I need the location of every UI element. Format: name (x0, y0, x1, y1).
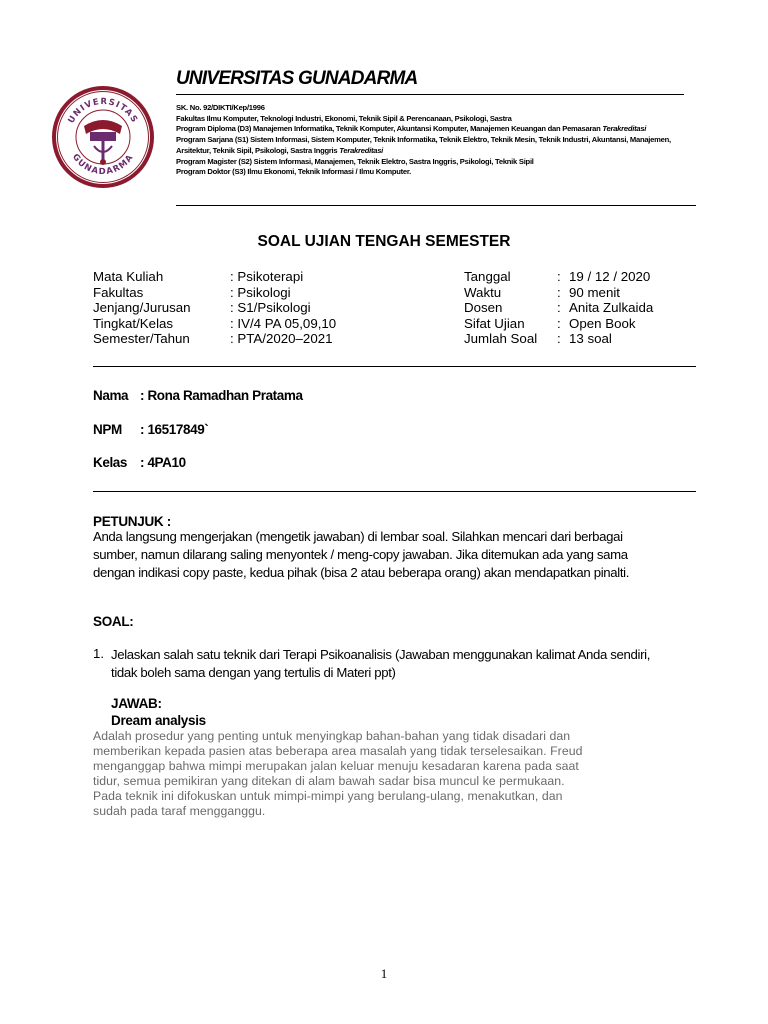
logo-emblem-icon (50, 84, 156, 190)
university-programs (176, 103, 696, 178)
npm-label: NPM (93, 422, 122, 437)
info-colon: : (557, 300, 561, 315)
question-text (111, 646, 650, 682)
info-value-row (557, 331, 653, 347)
info-label: Dosen (464, 300, 503, 315)
section-divider (93, 366, 696, 367)
page-number: 1 (380, 966, 388, 981)
info-value: : Psikologi (230, 284, 291, 300)
sk-number: SK. No. 92/DIKTI/Kep/1996 (176, 103, 265, 112)
section-divider (93, 491, 696, 492)
info-value-row (557, 269, 653, 285)
answer-line: sudah pada taraf mengganggu. (93, 804, 266, 819)
logo-text-top: UNIVERSITAS (66, 96, 140, 126)
info-label: Jenjang/Jurusan (93, 300, 191, 315)
question-line: Jelaskan salah satu teknik dari Terapi Psikoanalisis (Jawaban menggunakan kalimat Anda sendiri, (111, 647, 651, 662)
instructions-line: sumber, namun dilarang saling menyontek / meng-copy jawaban. Jika ditemukan ada yang sama (93, 547, 628, 562)
info-value-row (557, 285, 653, 301)
info-value: Open Book (569, 315, 636, 331)
class-value: : 4PA10 (140, 455, 186, 470)
class-label: Kelas (93, 455, 128, 470)
instructions-heading: PETUNJUK : (93, 514, 172, 529)
answer-line: menganggap bahwa mimpi merupakan jalan keluar menuju kesadaran karena pada saat (93, 759, 579, 774)
answer-title: Dream analysis (111, 713, 206, 728)
program-s1-accreditation: Terakreditasi (339, 145, 384, 155)
info-colon: : (557, 269, 561, 284)
header-divider-top (176, 94, 684, 95)
info-colon: : (557, 331, 561, 346)
answer-label: JAWAB: (111, 696, 162, 711)
answer-line: memberikan kepada pasien atas beberapa area masalah yang tidak terselesaikan. Freud (93, 744, 583, 759)
exam-title: SOAL UJIAN TENGAH SEMESTER (257, 233, 511, 250)
header-divider-bottom (176, 205, 696, 206)
info-value: : S1/Psikologi (230, 300, 311, 315)
student-class (93, 455, 186, 470)
info-right-labels (464, 269, 537, 347)
program-s2: Program Magister (S2) Sistem Informasi, Manajemen, Teknik Elektro, Sastra Inggris, Psikologi, Teknik Sipil (176, 156, 534, 166)
name-label: Nama (93, 388, 129, 403)
logo-text-bottom: GUNADARMA (69, 152, 137, 178)
info-left-labels (93, 269, 191, 347)
program-d3-text: Program Diploma (D3) Manajemen Informatika, Teknik Komputer, Akuntansi Komputer, Manajemen Keuangan dan Pemasaran (176, 124, 601, 134)
info-value: : PTA/2020–2021 (230, 331, 333, 346)
instructions-line: dengan indikasi copy paste, kedua pihak (bisa 2 atau beberapa orang) akan mendapatkan pinalti. (93, 565, 630, 580)
info-value: : IV/4 PA 05,09,10 (230, 315, 337, 331)
program-s1-continued (176, 146, 696, 157)
instructions-body (93, 528, 629, 582)
info-right-values (557, 269, 653, 347)
info-value: 90 menit (569, 284, 620, 300)
info-label: Jumlah Soal (464, 331, 538, 346)
program-d3-accreditation: Terakreditasi (602, 124, 647, 134)
info-label: Waktu (464, 284, 502, 300)
questions-heading: SOAL: (93, 614, 134, 629)
npm-value: : 16517849` (140, 422, 209, 437)
answer-line: Adalah prosedur yang penting untuk menyingkap bahan-bahan yang tidak disadari dan (93, 729, 571, 743)
info-value-row (557, 300, 653, 316)
info-label: Mata Kuliah (93, 269, 164, 284)
program-s1-cont-text: Arsitektur, Teknik Sipil, Psikologi, Sastra Inggris (176, 145, 338, 155)
student-name (93, 388, 303, 403)
info-label: Tanggal (464, 269, 511, 284)
question-line: tidak boleh sama dengan yang tertulis di Materi ppt) (111, 665, 396, 680)
info-label: Tingkat/Kelas (93, 315, 174, 331)
info-value: : Psikoterapi (230, 269, 304, 284)
info-colon: : (557, 315, 561, 331)
answer-line: tidur, semua pemikiran yang ditekan di alam bawah sadar bisa muncul ke permukaan. (93, 774, 565, 789)
info-label: Fakultas (93, 284, 144, 300)
student-npm (93, 422, 208, 437)
question-number: 1. (93, 646, 104, 661)
answer-line: Pada teknik ini difokuskan untuk mimpi-mimpi yang berulang-ulang, menakutkan, dan (93, 789, 563, 804)
instructions-line: Anda langsung mengerjakan (mengetik jawaban) di lembar soal. Silahkan mencari dari berbagai (93, 529, 623, 544)
info-label: Sifat Ujian (464, 315, 525, 331)
program-s3: Program Doktor (S3) Ilmu Ekonomi, Teknik Informasi / Ilmu Komputer. (176, 167, 412, 177)
university-name: UNIVERSITAS GUNADARMA (176, 68, 418, 89)
info-value: Anita Zulkaida (569, 300, 654, 315)
info-colon: : (557, 284, 561, 300)
info-value: 19 / 12 / 2020 (569, 269, 651, 284)
name-value: : Rona Ramadhan Pratama (140, 388, 303, 403)
faculties-line: Fakultas Ilmu Komputer, Teknologi Industri, Ekonomi, Teknik Sipil & Perencanaan, Psikologi, Sastra (176, 113, 512, 123)
program-d3 (176, 124, 696, 135)
info-left-values (230, 269, 336, 347)
info-value-row (557, 316, 653, 332)
info-label: Semester/Tahun (93, 331, 190, 346)
answer-body (93, 729, 583, 820)
university-logo (50, 84, 156, 190)
info-value: 13 soal (569, 331, 612, 346)
program-s1: Program Sarjana (S1) Sistem Informasi, Sistem Komputer, Teknik Informatika, Teknik Elektro, Teknik Mesin, Teknik Industri, Akuntansi, Manajemen, (176, 135, 671, 145)
